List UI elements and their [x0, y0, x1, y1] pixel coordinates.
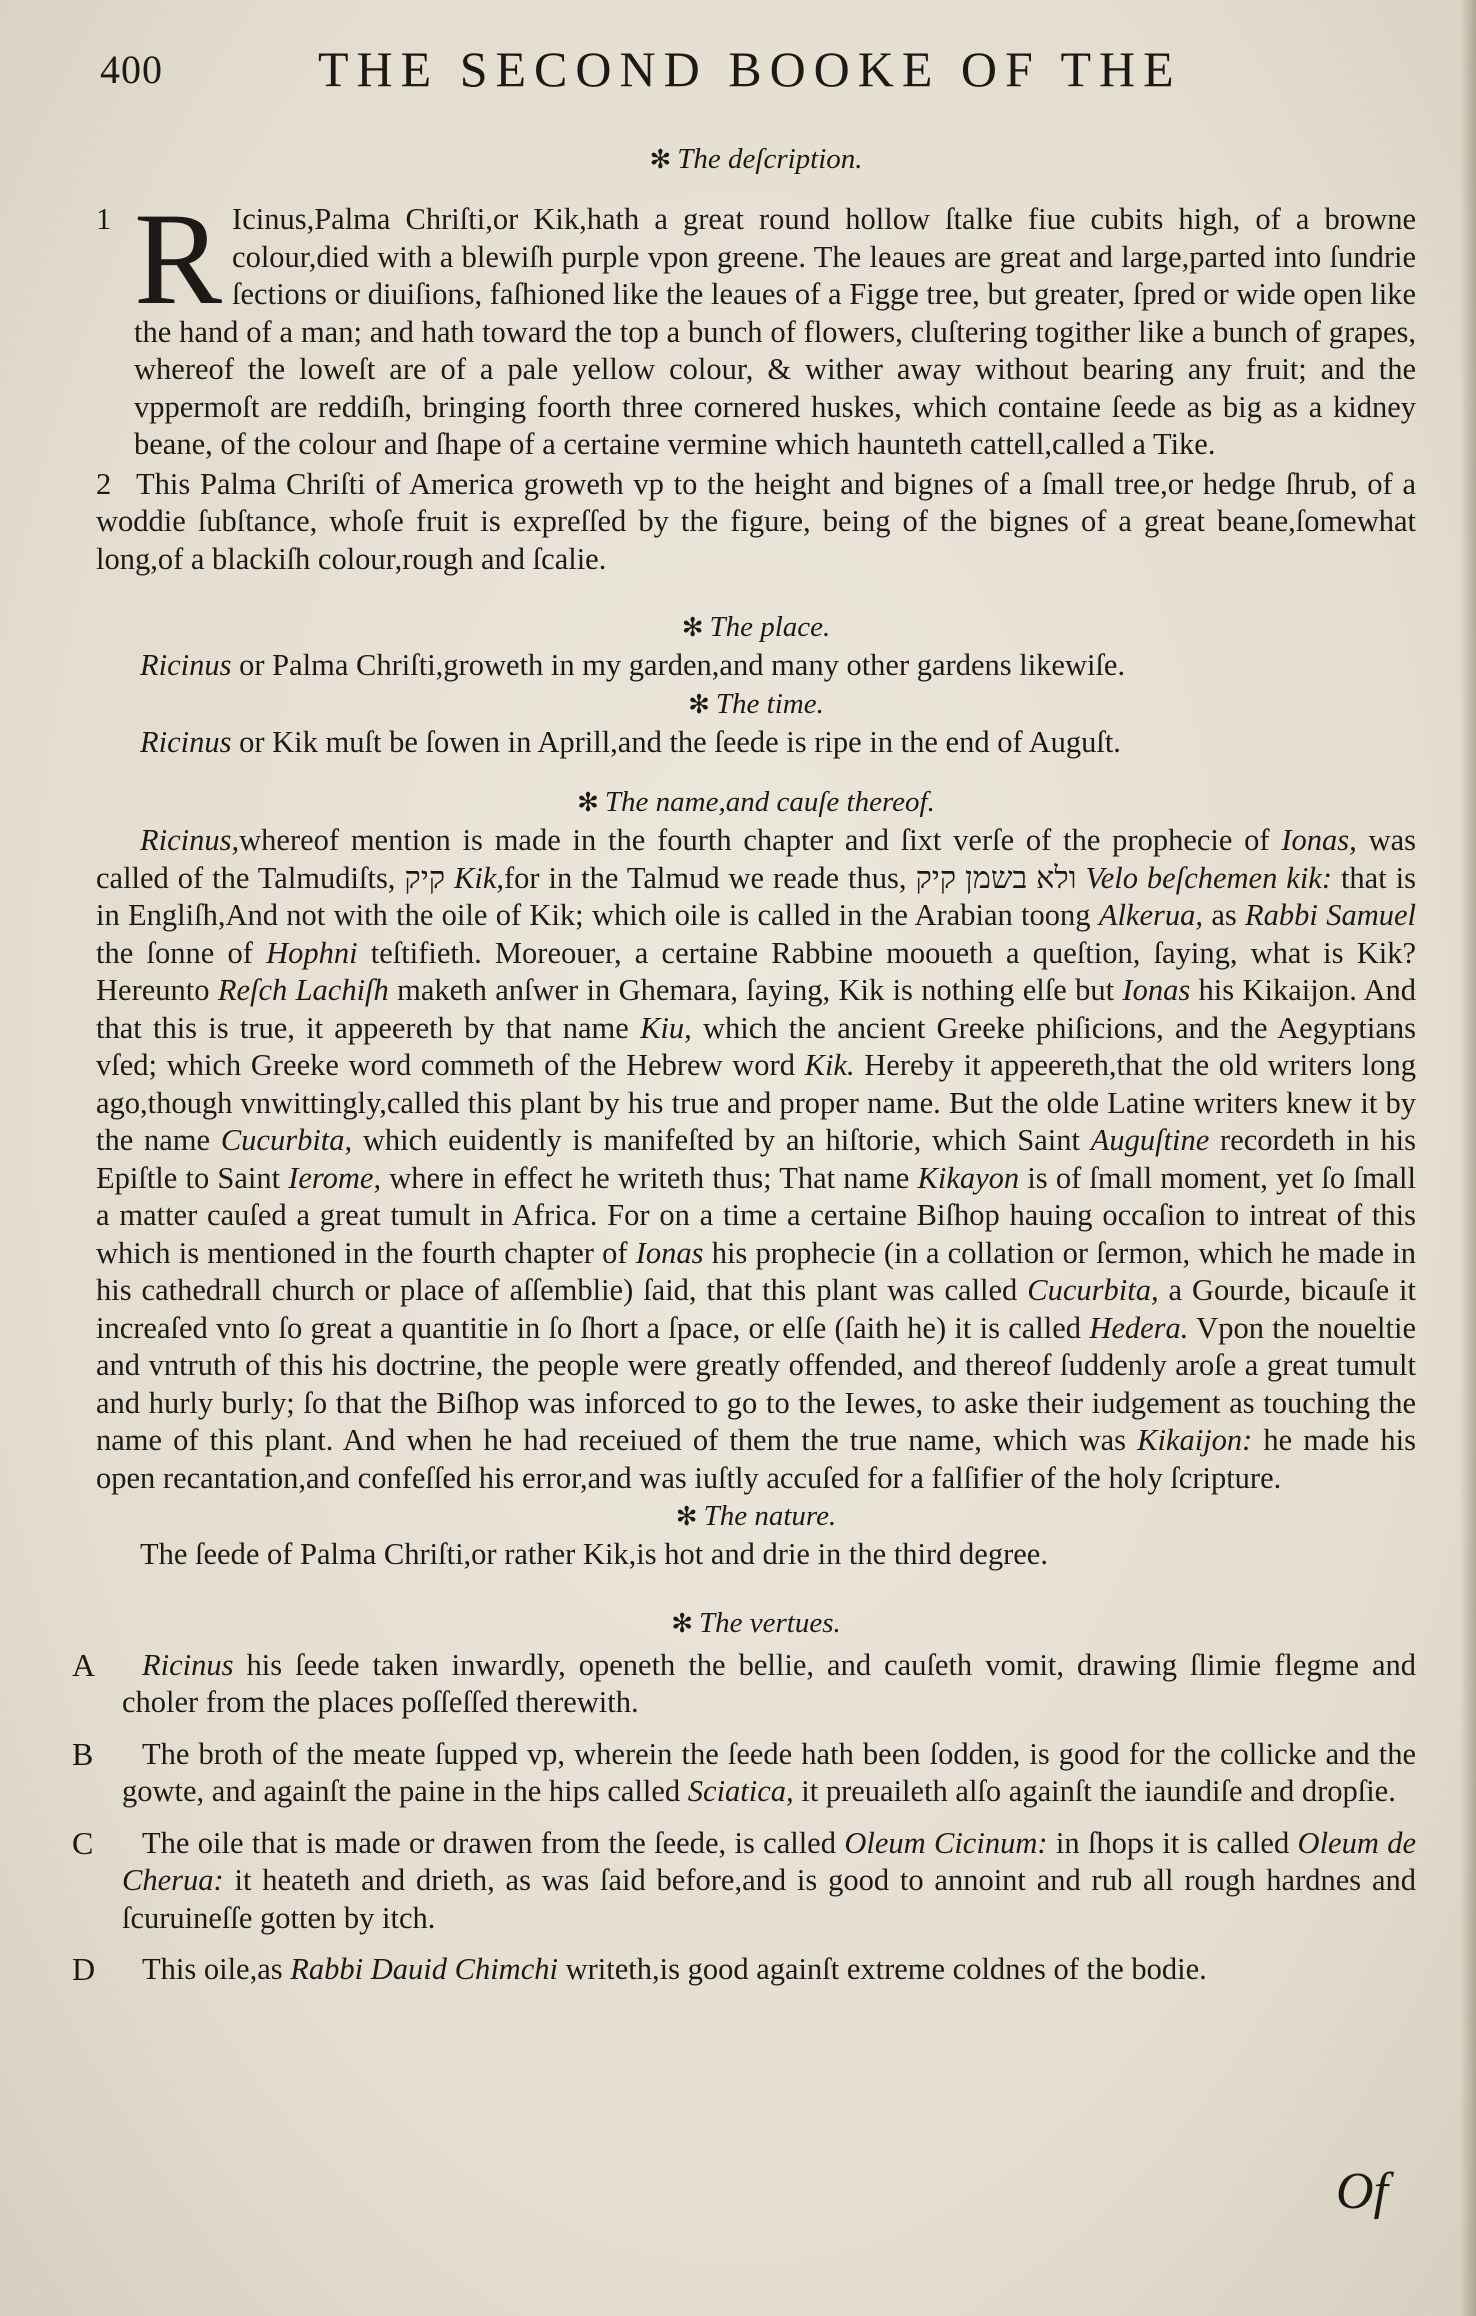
text-run: recordeth in his Epiſtle to Saint — [96, 1123, 1417, 1195]
italic-text-run: Kik. — [804, 1048, 855, 1082]
italic-text-run: Rabbi Samuel — [1245, 898, 1416, 932]
text-run: The broth of the meate ſupped vp, wherein the ſeede hath been ſodden, is good for the collicke and the gowte, and againſt the paine in the hips called — [122, 1736, 1416, 1808]
vertue-text — [122, 1951, 1416, 1989]
italic-text-run: Ionas — [1122, 973, 1191, 1007]
name-paragraph — [96, 822, 1416, 1497]
vertue-item — [72, 1736, 1416, 1811]
italic-text-run: Kikaijon: — [1137, 1423, 1253, 1457]
page-number: 400 — [100, 47, 163, 92]
italic-text-run: Sciatica, — [687, 1774, 794, 1808]
asterisk-ornament-icon: ✻ — [649, 145, 672, 174]
description-paragraph-2 — [96, 466, 1416, 579]
asterisk-ornament-icon: ✻ — [577, 788, 599, 817]
italic-text-run: Velo beſchemen kik: — [1085, 860, 1332, 895]
time-text: Ricinus or Kik muſt be ſowen in Aprill,and the ſeede is ripe in the end of Auguſt. — [140, 724, 1121, 759]
drop-initial: R — [134, 185, 223, 332]
italic-text-run: Cucurbita, — [220, 1123, 353, 1157]
italic-text-run: Ricinus, — [140, 823, 240, 857]
heading-nature: ✻ The nature. — [675, 1500, 837, 1532]
vertue-letter: B — [72, 1735, 94, 1772]
text-run: he made his open recantation,and confeſſed his error,and was iuſtly accuſed for a falſifier of the holy ſcripture. — [96, 1423, 1416, 1495]
heading-place: ✻ The place. — [681, 611, 831, 643]
text-run: Hereby it appeereth,that the old writers long ago,though vnwittingly,called this plant by his true and proper name. But the olde Latine writers knew it by the name — [96, 1048, 1416, 1157]
italic-text-run: Ionas — [635, 1235, 704, 1270]
text-run: that is in Engliſh,And not with the oile of Kik; which oile is called in the Arabian toong — [96, 860, 1416, 932]
vertue-item — [72, 1951, 1416, 1989]
text-run: whereof mention is made in the fourth chapter and ſixt verſe of the prophecie of — [239, 823, 1282, 857]
asterisk-ornament-icon: ✻ — [681, 613, 704, 642]
text-run: it preuaileth alſo againſt the iaundiſe and dropſie. — [793, 1774, 1396, 1808]
text-run: as — [1203, 898, 1246, 932]
page-header — [100, 40, 1250, 104]
text-run: his ſeede taken inwardly, openeth the bellie, and cauſeth vomit, drawing ſlimie flegme and choler from the places poſſeſſed therewith. — [122, 1647, 1416, 1719]
text-run: his prophecie (in a collation or ſermon, which he made in his cathedrall church or place of aſſemblie) ſaid, that this plant was called — [96, 1235, 1416, 1307]
vertue-letter: A — [72, 1646, 96, 1683]
text-run: The oile that is made or drawen from the ſeede, is called — [142, 1825, 845, 1860]
text-run: maketh anſwer in Ghemara, ſaying, Kik is nothing elſe but — [388, 973, 1123, 1007]
vertue-item — [72, 1825, 1416, 1938]
paragraph-number: 2 — [96, 466, 112, 501]
paragraph-text-run: This Palma Chriſti of America groweth vp to the height and bignes of a ſmall tree,or hedge ſhrub, of a woddie ſubſtance, whoſe fruit is expreſſed by the figure, being of the bignes of a great beane,ſomewhat long,of a blackiſh colour,rough and ſcalie. — [96, 466, 1416, 576]
page-edge-shadow — [1460, 0, 1476, 2316]
text-run: was called of the Talmudiſts, קיק — [96, 823, 1416, 895]
italic-text-run: Ionas, — [1281, 823, 1357, 857]
text-run: Vpon the noueltie and vntruth of this his doctrine, the people were greatly offended, and thereof ſuddenly aroſe a great tumult and hurly burly; ſo that the Biſhop was inforced to go to the Iewes, to aske their iudgement as touching the name of this plant. And when he had receiued of them the true name, which was — [96, 1310, 1417, 1457]
italic-text-run: Ricinus — [142, 1647, 234, 1682]
italic-text-run: Reſch Lachiſh — [217, 973, 389, 1007]
heading-description: ✻ The deſcription. — [649, 143, 863, 175]
paragraph-number: 1 — [96, 202, 112, 236]
italic-text-run: Kiu, — [640, 1010, 692, 1045]
text-run: which euidently is manifeſted by an hiſtorie, which Saint — [352, 1123, 1091, 1157]
vertue-text — [122, 1647, 1416, 1722]
asterisk-ornament-icon: ✻ — [675, 1502, 698, 1531]
text-run: it heateth and drieth, as was ſaid before,and is good to annoint and rub all rough hardnes and ſcuruineſſe gotten by itch. — [122, 1863, 1416, 1935]
italic-text-run: Rabbi Dauid Chimchi — [290, 1952, 558, 1986]
italic-text-run: Cucurbita, — [1027, 1273, 1159, 1307]
heading-vertues: ✻ The vertues. — [671, 1606, 841, 1639]
heading-name: ✻ The name,and cauſe thereof. — [577, 786, 935, 818]
italic-text-run: Oleum Cicinum: — [844, 1825, 1048, 1860]
text-run: writeth,is good againſt extreme coldnes of the bodie. — [557, 1952, 1207, 1986]
italic-text-run: Alkerua, — [1098, 898, 1204, 932]
heading-time: ✻ The time. — [688, 687, 824, 720]
text-run: which the ancient Greeke phiſicions, and the Aegyptians vſed; which Greeke word commeth of the Hebrew word — [96, 1010, 1416, 1082]
nature-text: The ſeede of Palma Chriſti,or rather Kik,is hot and drie in the third degree. — [140, 1537, 1048, 1571]
place-text: Ricinus or Palma Chriſti,groweth in my garden,and many other gardens likewiſe. — [140, 648, 1126, 682]
text-run: This oile,as — [142, 1952, 291, 1986]
text-run: where in effect he writeth thus; That name — [381, 1160, 918, 1195]
text-run: is of ſmall moment, yet ſo ſmall a matter cauſed a great tumult in Africa. For on a time a certaine Biſhop hauing occaſion to intreat of this which is mentioned in the fourth chapter of — [96, 1160, 1416, 1270]
italic-text-run: Oleum de Cherua: — [122, 1825, 1416, 1897]
italic-text-run: Ierome, — [288, 1160, 382, 1195]
italic-text-run: Hophni — [266, 935, 358, 970]
vertue-text — [122, 1825, 1416, 1938]
text-run: teſtifieth. Moreouer, a certaine Rabbine mooueth a queſtion, ſaying, what is Kik? Hereunto — [96, 935, 1416, 1007]
vertue-letter: D — [72, 1951, 96, 1987]
asterisk-ornament-icon: ✻ — [688, 689, 710, 719]
italic-text-run: Auguſtine — [1090, 1123, 1210, 1157]
description-paragraph-1 — [96, 185, 1416, 464]
italic-text-run: Kik, — [454, 860, 504, 895]
text-run: a Gourde, bicauſe it increaſed vnto ſo great a quantitie in ſo ſhort a ſpace, or elſe (ſaith he) it is called — [96, 1273, 1417, 1345]
vertue-item — [72, 1647, 1416, 1722]
text-run: his Kikaijon. And that this is true, it appeereth by that name — [96, 973, 1416, 1045]
page-body — [72, 140, 1417, 1989]
vertues-list — [72, 1647, 1416, 1989]
running-title: THE SECOND BOOKE OF THE — [318, 41, 1182, 97]
paragraph-text-run: Icinus,Palma Chriſti,or Kik,hath a great round hollow ſtalke fiue cubits high, of a browne colour,died with a blewiſh purple vpon greene. The leaues are great and large,parted into ſundrie ſections or diuiſions, faſhioned like the leaues of a Figge tree, but greater, ſpred or wide open like the hand of a man; and hath toward the top a bunch of flowers, cluſtering togither like a bunch of grapes, whereof the loweſt are of a pale yellow colour, & wither away without bearing any fruit; and the vppermoſt are reddiſh, bringing foorth three cornered huskes, which containe ſeede as big as a kidney beane, of the colour and ſhape of a certaine vermine which haunteth cattell,called a Tike. — [134, 202, 1416, 461]
text-run: in ſhops it is called — [1047, 1825, 1298, 1860]
italic-text-run: Kikayon — [917, 1160, 1020, 1195]
text-run: the ſonne of — [96, 935, 267, 970]
italic-text-run: Hedera. — [1089, 1310, 1189, 1345]
vertue-letter: C — [72, 1824, 94, 1861]
text-run: for in the Talmud we reade thus, ולא בשמן קיק — [503, 860, 1086, 895]
asterisk-ornament-icon: ✻ — [671, 1608, 694, 1638]
vertue-text — [122, 1736, 1416, 1811]
catchword: Of — [1336, 2163, 1388, 2220]
paragraph-text — [134, 185, 1416, 464]
